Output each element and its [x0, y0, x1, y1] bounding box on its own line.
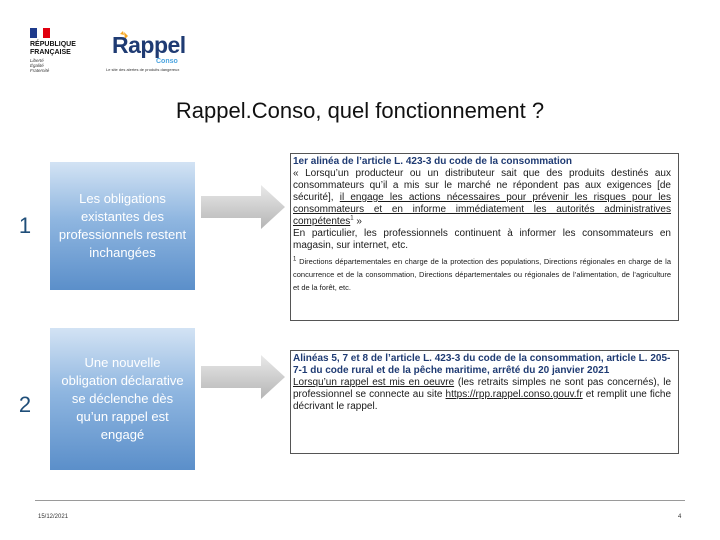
- rappel-conso-link[interactable]: https://rpp.rappel.conso.gouv.fr: [445, 389, 583, 400]
- section-1-box-text: Les obligations existantes des professionnels restent inchangées: [58, 191, 187, 260]
- rc-tagline: Le site des alertes de produits dangereux: [106, 67, 180, 72]
- rc-conso: Conso: [156, 58, 178, 65]
- footer-date: 15/12/2021: [38, 514, 69, 520]
- section-1-line2: En particulier, les professionnels continuent à informer les consommateurs en magasin, sur internet, etc.: [293, 228, 671, 251]
- rappelconso-logo: [104, 24, 198, 76]
- french-flag-icon: [30, 28, 50, 38]
- slide-title: Rappel.Conso, quel fonctionnement ?: [175, 98, 545, 123]
- rc-name: Rappel: [112, 32, 186, 58]
- arrow-right-icon: [201, 355, 285, 399]
- section-2-body: [293, 377, 671, 413]
- arrow-right-icon: [201, 185, 285, 229]
- section-1-quote-end: »: [353, 216, 362, 227]
- section-1-quote-start: « Lorsqu’un producteur ou un distributeur sait que des produits destinés aux consommateurs qu’il a mis sur le marché ne répondent pas aux exigences [de sécurité],: [293, 168, 671, 203]
- section-2-middle: (les retraits simples ne sont pas concernés), le professionnel se connecte au site: [293, 377, 671, 400]
- footer-divider: [35, 500, 685, 501]
- page-number: 4: [678, 514, 682, 520]
- section-number-1: 1: [18, 213, 32, 238]
- section-1-quote: [293, 168, 671, 228]
- section-1-panel: [290, 153, 679, 321]
- section-1-footnote: [293, 255, 671, 294]
- footnote-text: Directions départementales en charge de la protection des populations, Directions régionales en charge de la concurrence et de la consommation, Directions départementales ou régionales de l’alimentation, de l’agriculture et de la forêt, etc.: [293, 257, 671, 292]
- section-1-heading: 1er alinéa de l’article L. 423-3 du code de la consommation: [293, 156, 572, 167]
- section-2-panel: [290, 350, 679, 454]
- rf-name: RÉPUBLIQUE FRANÇAISE: [30, 41, 76, 56]
- section-2-box-text: Une nouvelle obligation déclarative se déclenche dès qu’un rappel est engagé: [61, 355, 184, 442]
- footnote-ref: 1: [350, 215, 354, 222]
- section-2-end: et remplit une fiche décrivant le rappel.: [293, 389, 671, 412]
- section-1-quote-underlined: il engage les actions nécessaires pour prévenir les risques pour les consommateurs et en informe immédiatement les autorités administratives compétentes: [293, 192, 671, 227]
- section-2-heading: Alinéas 5, 7 et 8 de l’article L. 423-3 du code de la consommation, article L. 205-7-1 du code rural et de la pêche maritime, arrêté du 20 janvier 2021: [293, 353, 671, 376]
- section-1-box: [50, 162, 195, 290]
- republique-francaise-logo: [28, 28, 98, 78]
- section-number-2: 2: [18, 392, 32, 417]
- rf-motto: Liberté Égalité Fraternité: [30, 58, 50, 73]
- section-2-box: [50, 328, 195, 470]
- footnote-mark: 1: [293, 256, 297, 263]
- section-2-underlined: Lorsqu’un rappel est mis en oeuvre: [293, 377, 455, 388]
